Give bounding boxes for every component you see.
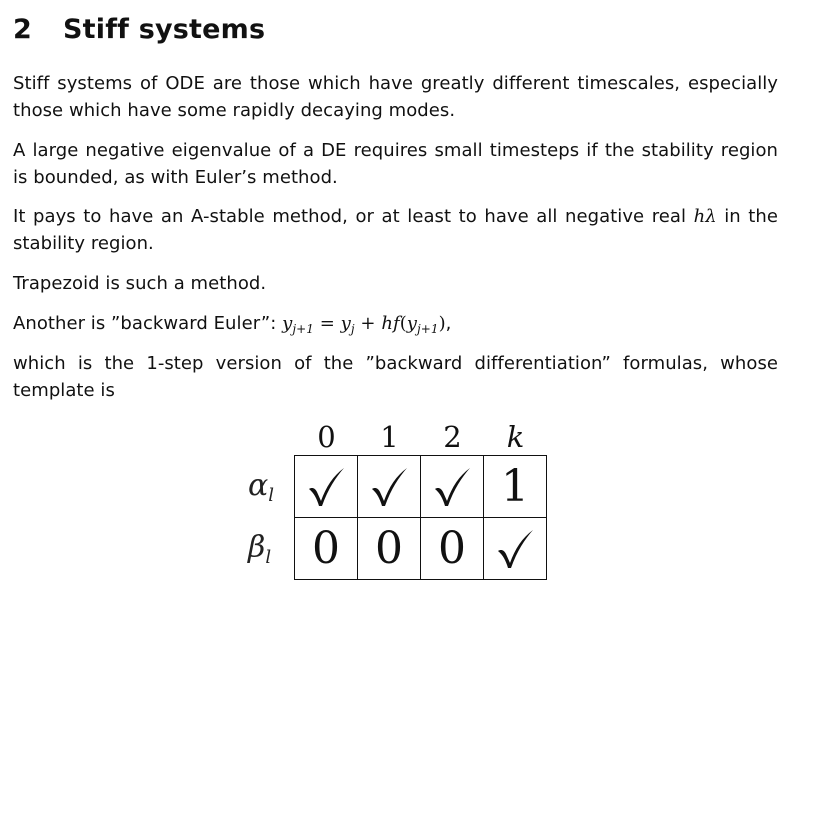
- column-header-k: k: [506, 420, 525, 454]
- backward-euler-formula: $y_{j+1} = y_j + hf(y_{j+1})$: [282, 313, 446, 336]
- row-label-alpha: $\alpha_l$: [248, 468, 275, 506]
- cell-value: 1: [501, 461, 529, 512]
- check-icon: [484, 527, 546, 571]
- section-number: 2: [13, 14, 32, 45]
- check-icon: [421, 465, 483, 509]
- paragraph-stiff-definition: Stiff systems of ODE are those which have greatly different timescales, especially those which have some rapidly decaying modes.: [13, 73, 778, 121]
- table-row-beta: [295, 518, 547, 580]
- backward-euler-punct: ,: [445, 313, 452, 334]
- backward-euler-text: Another is ”backward Euler”:: [13, 313, 283, 334]
- table-row-alpha: [295, 456, 547, 518]
- paragraph-trapezoid: Trapezoid is such a method.: [13, 273, 267, 294]
- section-title: Stiff systems: [63, 14, 266, 45]
- coefficient-grid: [294, 455, 547, 580]
- paragraph-a-stable: [13, 204, 778, 257]
- paragraph-backward-euler: [13, 311, 778, 338]
- h-lambda-math: hλ: [693, 206, 717, 227]
- cell-beta-1: [358, 518, 421, 580]
- row-label-beta: $\beta_l$: [248, 530, 272, 568]
- cell-alpha-k: [484, 456, 547, 518]
- section-heading: [13, 14, 265, 45]
- column-header-0: 0: [317, 420, 336, 454]
- column-header-2: 2: [443, 420, 462, 454]
- paragraph-bdf-template: which is the 1-step version of the ”backward differentiation” formulas, whose template is: [13, 353, 778, 401]
- cell-value: 0: [375, 523, 403, 574]
- column-header-1: 1: [380, 420, 399, 454]
- check-icon: [358, 465, 420, 509]
- cell-value: 0: [438, 523, 466, 574]
- cell-beta-0: [295, 518, 358, 580]
- paragraph-eigenvalue: A large negative eigenvalue of a DE requires small timesteps if the stability region is bounded, as with Euler’s method.: [13, 140, 778, 188]
- a-stable-text-after: in the stability region.: [13, 206, 778, 254]
- cell-beta-2: [421, 518, 484, 580]
- cell-beta-k: [484, 518, 547, 580]
- cell-alpha-1: [358, 456, 421, 518]
- a-stable-text-before: It pays to have an A-stable method, or at least to have all negative real: [13, 206, 694, 227]
- cell-alpha-2: [421, 456, 484, 518]
- check-icon: [295, 465, 357, 509]
- cell-value: 0: [312, 523, 340, 574]
- bdf-template-table: [240, 418, 560, 588]
- cell-alpha-0: [295, 456, 358, 518]
